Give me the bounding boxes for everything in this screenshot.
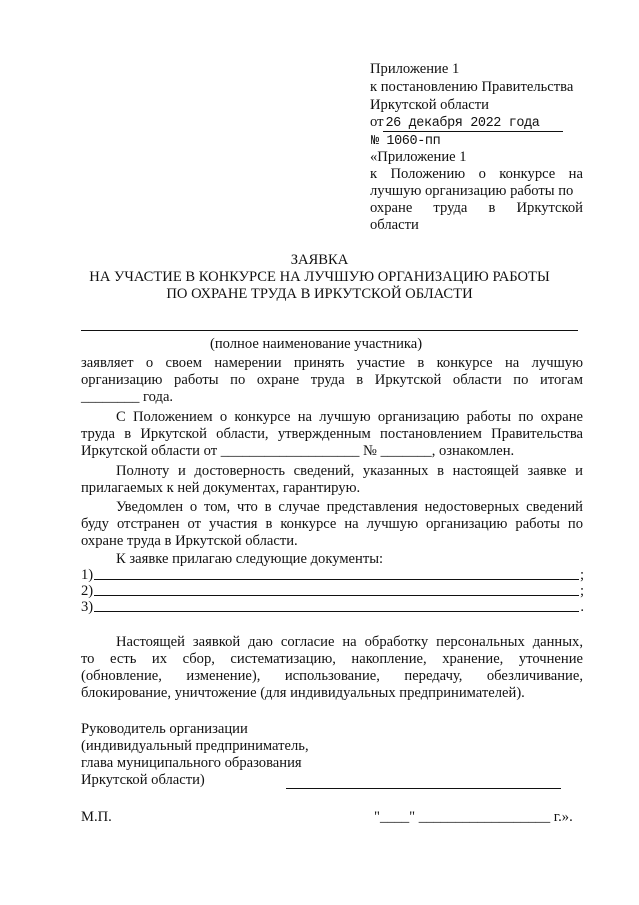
participant-caption: (полное наименование участника): [210, 336, 423, 352]
word: труда: [433, 200, 468, 216]
month-blank[interactable]: __________________: [418, 809, 551, 825]
word: в: [488, 200, 496, 216]
attachment-number: 1): [81, 567, 94, 583]
notified-line-1: Уведомлен о том, что в случае представления недостоверных сведений: [116, 499, 583, 515]
declares-line-3: [81, 390, 173, 405]
consent-line-2: то есть их сбор, систематизацию, накопление, хранение, уточнение: [81, 651, 583, 667]
resolution-ref: к постановлению Правительства: [370, 79, 574, 95]
year-suffix: года.: [143, 389, 174, 405]
region-label: Иркутской области: [370, 97, 489, 113]
regulation-ref-line: [370, 167, 583, 182]
regulation-number-blank[interactable]: _______: [380, 443, 432, 459]
regulation-line-2: труда в Иркутской области, утвержденным постановлением Правительства: [81, 426, 583, 442]
consent-line-1: Настоящей заявкой даю согласие на обработку персональных данных,: [116, 634, 583, 650]
attachment-field[interactable]: [94, 595, 579, 596]
attachment-number: 3): [81, 599, 94, 615]
signer-line-3: глава муниципального образования: [81, 755, 302, 771]
notified-line-3: охране труда в Иркутской области.: [81, 533, 298, 549]
best-org-line: лучшую организацию работы по: [370, 183, 574, 199]
consent-line-3: (обновление, изменение), использование, передачу, обезличивание,: [81, 668, 583, 684]
signer-line-1: Руководитель организации: [81, 721, 248, 737]
year-suffix: г.».: [553, 809, 573, 825]
attachment-field[interactable]: [94, 579, 579, 580]
word: Иркутской: [516, 200, 583, 216]
word: конкурсе: [499, 166, 556, 182]
completeness-line-1: Полноту и достоверность сведений, указанных в настоящей заявке и: [116, 463, 583, 479]
signer-line-2: (индивидуальный предприниматель,: [81, 738, 309, 754]
application-subtitle-1: НА УЧАСТИЕ В КОНКУРСЕ НА ЛУЧШУЮ ОРГАНИЗАЦИЮ РАБОТЫ: [89, 269, 550, 285]
declares-line-1: заявляет о своем намерении принять участие в конкурсе на лучшую: [81, 355, 583, 371]
completeness-line-2: прилагаемых к ней документах, гарантирую.: [81, 480, 361, 496]
participant-name-field[interactable]: [81, 330, 578, 331]
signature-date: [374, 810, 573, 825]
consent-line-4: блокирование, уничтожение (для индивидуальных предпринимателей).: [81, 685, 525, 701]
quote-appendix-label: «Приложение 1: [370, 149, 467, 165]
protection-line: [370, 201, 583, 216]
word: к: [370, 166, 378, 182]
word: охране: [370, 200, 413, 216]
attachment-row[interactable]: [81, 600, 584, 615]
word: о: [478, 166, 486, 182]
regulation-line-3: [81, 444, 514, 459]
word: на: [568, 166, 583, 182]
attachment-number: 2): [81, 583, 94, 599]
application-title: ЗАЯВКА: [290, 252, 349, 268]
attachment-field[interactable]: [94, 611, 579, 612]
resolution-date: 26 декабря 2022 года: [383, 117, 563, 132]
attachment-row[interactable]: [81, 568, 584, 583]
signer-line-4: Иркутской области): [81, 772, 205, 788]
date-quote-open: ": [374, 809, 380, 825]
from-prefix: от: [370, 114, 384, 130]
signature-field[interactable]: [286, 788, 561, 789]
attachment-end: ;: [579, 567, 584, 583]
date-quote-close: ": [409, 809, 416, 825]
regulation-from: Иркутской области от: [81, 443, 218, 459]
day-blank[interactable]: ____: [379, 809, 410, 825]
resolution-number: № 1060-пп: [371, 134, 441, 149]
stamp-label: М.П.: [81, 809, 112, 825]
region2-label: области: [370, 217, 419, 233]
acquainted-text: , ознакомлен.: [431, 443, 515, 459]
attachments-intro: К заявке прилагаю следующие документы:: [116, 551, 384, 567]
regulation-line-1: С Положением о конкурсе на лучшую организацию работы по охране: [116, 409, 583, 425]
year-blank[interactable]: ________: [81, 389, 140, 405]
word: Положению: [390, 166, 466, 182]
regulation-date-blank[interactable]: ___________________: [220, 443, 360, 459]
attachment-row[interactable]: [81, 584, 584, 599]
attachment-end: .: [580, 599, 584, 615]
appendix-label: Приложение 1: [370, 61, 460, 77]
notified-line-2: буду отстранен от участия в конкурсе на лучшую организацию работы по: [81, 516, 583, 532]
declares-line-2: организацию работы по охране труда в Иркутской области по итогам: [81, 372, 583, 388]
application-subtitle-2: ПО ОХРАНЕ ТРУДА В ИРКУТСКОЙ ОБЛАСТИ: [166, 286, 473, 302]
number-sign: №: [363, 443, 377, 459]
attachment-end: ;: [579, 583, 584, 599]
date-line: [370, 115, 563, 132]
